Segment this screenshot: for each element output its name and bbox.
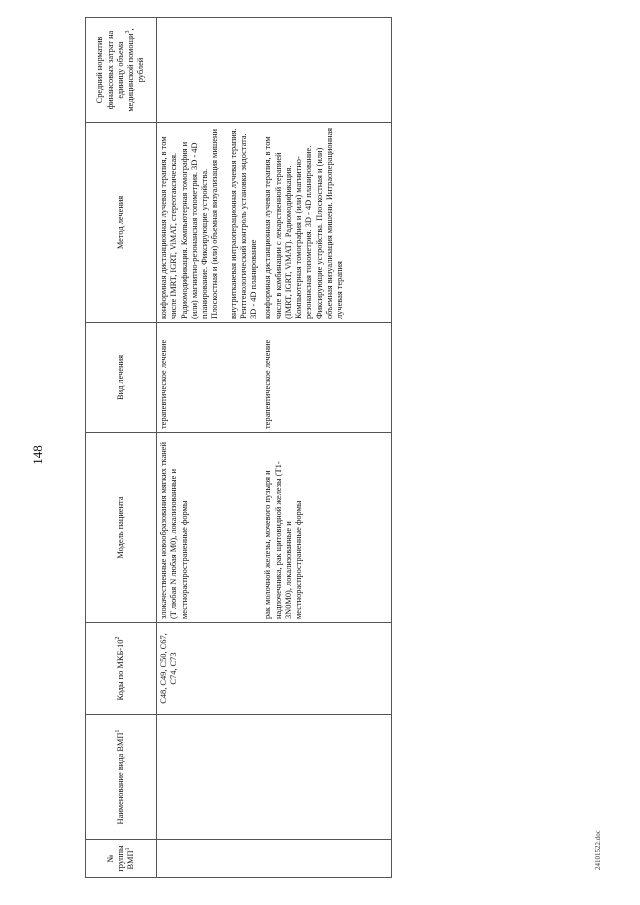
table-row [157, 18, 262, 878]
empty-cell [347, 18, 392, 123]
rotated-table-container [85, 18, 535, 878]
icd-codes-cell: C48, C49, C50, C67, C74, C73 [157, 623, 262, 715]
header-treatment-method: Метод лечения [86, 123, 157, 323]
treatment-method-text: внутритканевая интраоперационная лучевая терапия. Рентгенологический контроль установки эндостата. 3D - 4D планирование [228, 128, 258, 319]
header-average-cost: Средний норматив финансовых затрат на единицу объема медицинской помощи$^3$, рублей [86, 18, 157, 123]
treatment-method-text: конформная дистанционная лучевая терапия, в том числе в комбинации с лекарственной терапией (IMRT, IGRT, ViMAT). Радиомодификация. Компьютерная томография и (или) магнитно-резонансная топометрия. 3D - 4D планирование. Фиксирующие устройства. Плоскостная и (или) объемная визуализация мишени. Интраоперационная лучевая терапия [263, 127, 344, 319]
patient-model-cell: рак молочной железы, мочевого пузыря и надпочечника, рак щитовидной железы (T1-3N0M0), локализованные и местнораспространенные формы [261, 433, 347, 623]
treatment-type-cell: терапевтическое лечение [157, 323, 262, 433]
empty-cell [347, 123, 392, 323]
table-bottom-row [347, 18, 392, 878]
treatment-type-cell: терапевтическое лечение [261, 323, 347, 433]
header-group-number: № группы ВМП$^1$ [86, 840, 157, 878]
vmp-table [85, 17, 392, 878]
group-number-cell [157, 840, 262, 878]
header-vmp-name: Наименование вида ВМП$^1$ [86, 715, 157, 840]
header-icd-codes: Коды по МКБ-$10^2$ [86, 623, 157, 715]
empty-cell [347, 323, 392, 433]
spacer [221, 126, 229, 319]
header-patient-model: Модель пациента [86, 433, 157, 623]
empty-cell [347, 715, 392, 840]
document-file-code: 24101522.doc [594, 830, 602, 870]
empty-cell [347, 433, 392, 623]
header-treatment-type: Вид лечения [86, 323, 157, 433]
vmp-name-cell [261, 715, 347, 840]
average-cost-cell [261, 18, 347, 123]
group-number-cell [261, 840, 347, 878]
empty-cell [347, 840, 392, 878]
patient-model-cell: злокачественные новообразования мягких тканей (T любая N любая M0), локализованные и местнораспространенные формы [157, 433, 262, 623]
treatment-method-cell [157, 123, 262, 323]
average-cost-cell [157, 18, 262, 123]
page-number: 148 [30, 445, 45, 465]
vmp-name-cell [157, 715, 262, 840]
treatment-method-text: конформная дистанционная лучевая терапия, в том числе IMRT, IGRT, ViMAT, стереотаксическая. Радиомодификация. Компьютерная томография и (или) магнитно-резонансная топометрия. 3D - 4D планирование. Фиксирующие устройства. Плоскостная и (или) объемная визуализация мишени [159, 129, 220, 319]
empty-cell [347, 623, 392, 715]
table-header-row [86, 18, 157, 878]
table-row [261, 18, 347, 878]
icd-codes-cell [261, 623, 347, 715]
treatment-method-cell [261, 123, 347, 323]
